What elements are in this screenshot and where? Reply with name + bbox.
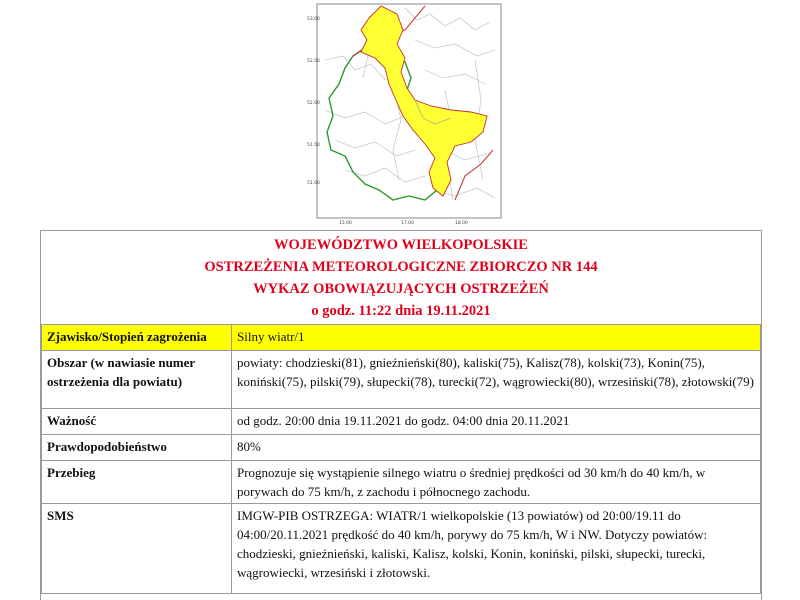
warning-map [305, 0, 505, 226]
header-region: WOJEWÓDZTWO WIELKOPOLSKIE [274, 237, 528, 253]
warning-details-table [41, 324, 761, 594]
row-label-area: Obszar (w nawiasie numer ostrzeżenia dla powiatu) [42, 351, 232, 409]
row-value-probability: 80% [232, 435, 761, 461]
row-value-course: Prognozuje się wystąpienie silnego wiatru o średniej prędkości od 30 km/h do 40 km/h, w porywach do 75 km/h, z zachodu i północnego zachodu. [232, 461, 761, 504]
warning-header [41, 231, 761, 323]
lat-label: 53.00 [307, 17, 320, 22]
lat-label: 52.50 [307, 59, 320, 64]
row-value-validity: od godz. 20:00 dnia 19.11.2021 do godz. 04:00 dnia 20.11.2021 [232, 409, 761, 435]
table-row [42, 461, 761, 504]
lat-label: 52.00 [307, 101, 320, 106]
row-value-sms: IMGW-PIB OSTRZEGA: WIATR/1 wielkopolskie (13 powiatów) od 20:00/19.11 do 04:00/20.11.2021 prędkość do 40 km/h, porywy do 75 km/h, W i NW. Dotyczy powiatów: chodzieski, gnieźnieński, kaliski, Kalisz, kolski, Konin, koniński, pilski, słupecki, turecki, wągrowiecki, wrzesiński i złotowski. [232, 504, 761, 594]
table-row [42, 409, 761, 435]
header-bulletin-title: OSTRZEŻENIA METEOROLOGICZNE ZBIORCZO NR 144 [204, 259, 598, 275]
lon-label: 17.00 [401, 221, 414, 226]
table-row [42, 435, 761, 461]
table-row [42, 504, 761, 594]
lon-label: 15.00 [339, 221, 352, 226]
lat-label: 51.50 [307, 143, 320, 148]
row-label-course: Przebieg [42, 461, 232, 504]
row-label-phenomenon: Zjawisko/Stopień zagrożenia [42, 325, 232, 351]
row-label-probability: Prawdopodobieństwo [42, 435, 232, 461]
row-label-validity: Ważność [42, 409, 232, 435]
header-list-title: WYKAZ OBOWIĄZUJĄCYCH OSTRZEŻEŃ [253, 281, 549, 297]
warning-map-svg [305, 0, 505, 226]
lon-label: 18.00 [455, 221, 468, 226]
header-issue-time: o godz. 11:22 dnia 19.11.2021 [311, 303, 491, 319]
table-row [42, 325, 761, 351]
warning-sheet [40, 230, 762, 600]
row-value-phenomenon: Silny wiatr/1 [232, 325, 761, 351]
lat-label: 51.00 [307, 181, 320, 186]
row-label-sms: SMS [42, 504, 232, 594]
table-row [42, 351, 761, 409]
row-value-area: powiaty: chodzieski(81), gnieźnieński(80), kaliski(75), Kalisz(78), kolski(73), Konin(75), koniński(75), pilski(79), słupecki(78), turecki(72), wągrowiecki(80), wrzesiński(78), złotowski(79) [232, 351, 761, 409]
